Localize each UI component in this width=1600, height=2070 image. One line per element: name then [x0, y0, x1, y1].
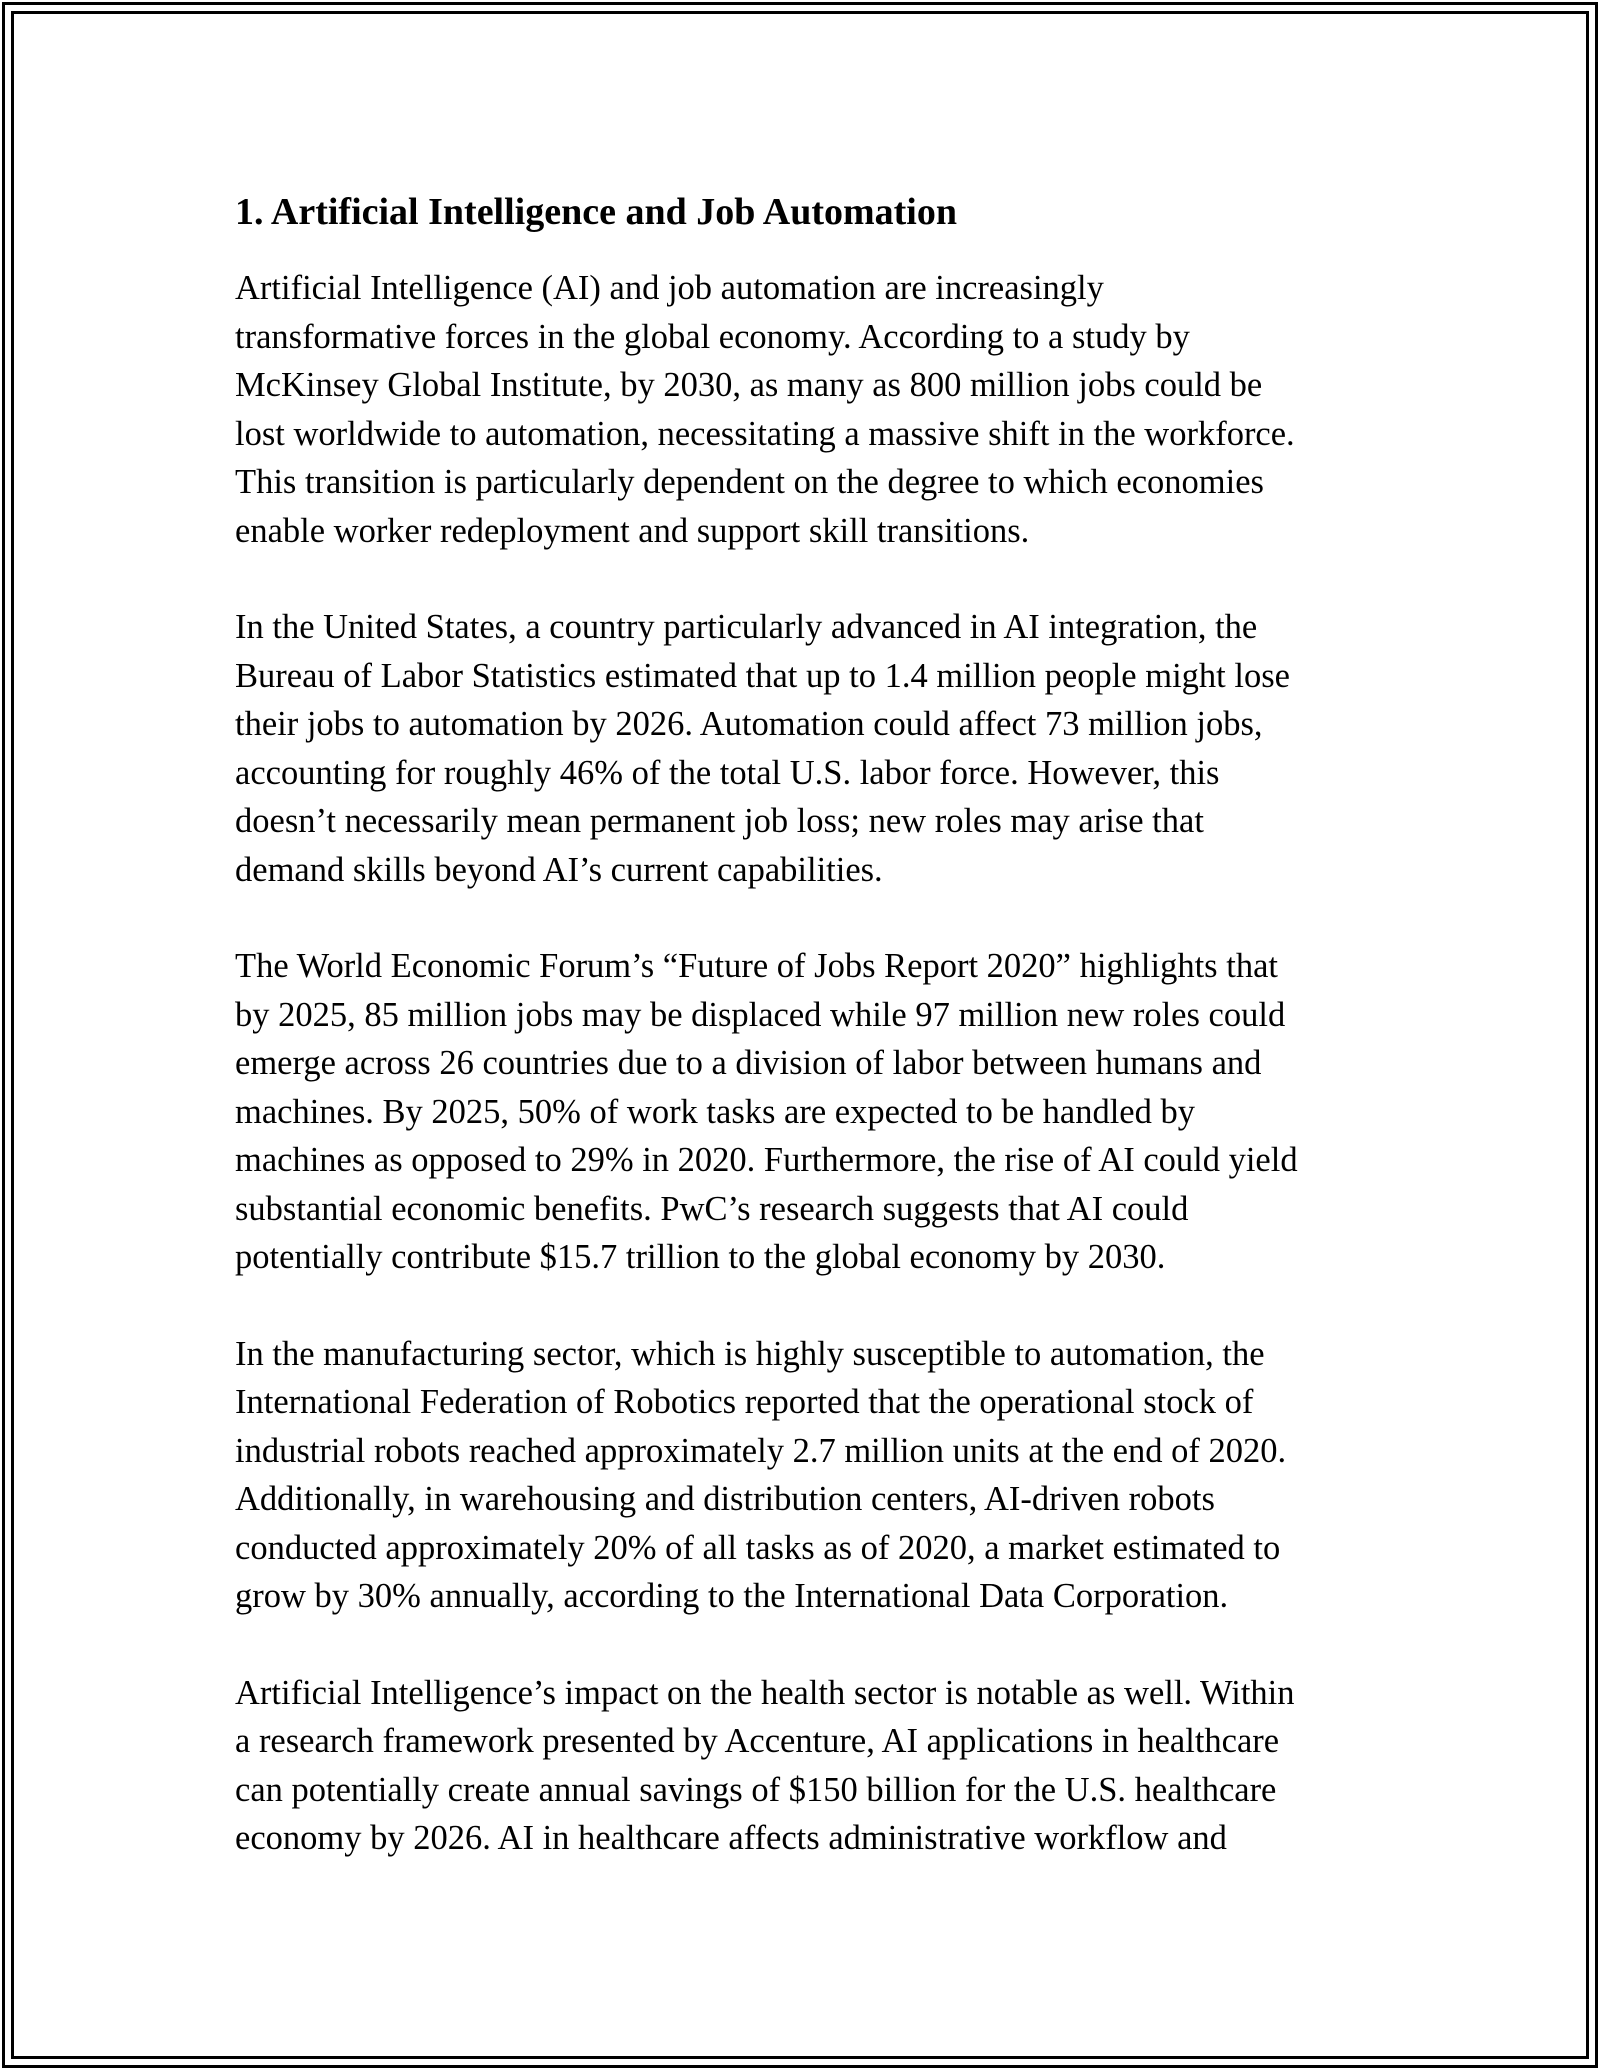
paragraph-united-states: In the United States, a country particularly advanced in AI integration, the Bureau of Labor Statistics estimated that up to 1.4 million people might lose their jobs to automation by 2026. Automation could affect 73 million jobs, accounting for roughly 46% of the total U.S. labor force. However, this doesn’t necessarily mean permanent job loss; new roles may arise that demand skills beyond AI’s current capabilities.: [235, 608, 1290, 889]
paragraph-healthcare: Artificial Intelligence’s impact on the health sector is notable as well. Within a research framework presented by Accenture, AI applications in healthcare can potentially create annual savings of $150 billion for the U.S. healthcare economy by 2026. AI in healthcare affects administrative workflow and: [235, 1673, 1295, 1857]
paragraph-manufacturing: In the manufacturing sector, which is highly susceptible to automation, the International Federation of Robotics reported that the operational stock of industrial robots reached approximately 2.7 million units at the end of 2020. Additionally, in warehousing and distribution centers, AI-driven robots conducted approximately 20% of all tasks as of 2020, a market estimated to grow by 30% annually, according to the International Data Corporation.: [235, 1334, 1287, 1615]
section-heading: 1. Artificial Intelligence and Job Automation: [235, 191, 957, 233]
paragraph-intro: Artificial Intelligence (AI) and job automation are increasingly transformative forces in the global economy. According to a study by McKinsey Global Institute, by 2030, as many as 800 million jobs could be lost worldwide to automation, necessitating a massive shift in the workforce. This transition is particularly dependent on the degree to which economies enable worker redeployment and support skill transitions.: [235, 269, 1295, 550]
document-body: [235, 186, 1385, 1911]
paragraph-world-economic-forum: The World Economic Forum’s “Future of Jobs Report 2020” highlights that by 2025, 85 million jobs may be displaced while 97 million new roles could emerge across 26 countries due to a division of labor between humans and machines. By 2025, 50% of work tasks are expected to be handled by machines as opposed to 29% in 2020. Furthermore, the rise of AI could yield substantial economic benefits. PwC’s research suggests that AI could potentially contribute $15.7 trillion to the global economy by 2030.: [235, 947, 1298, 1276]
